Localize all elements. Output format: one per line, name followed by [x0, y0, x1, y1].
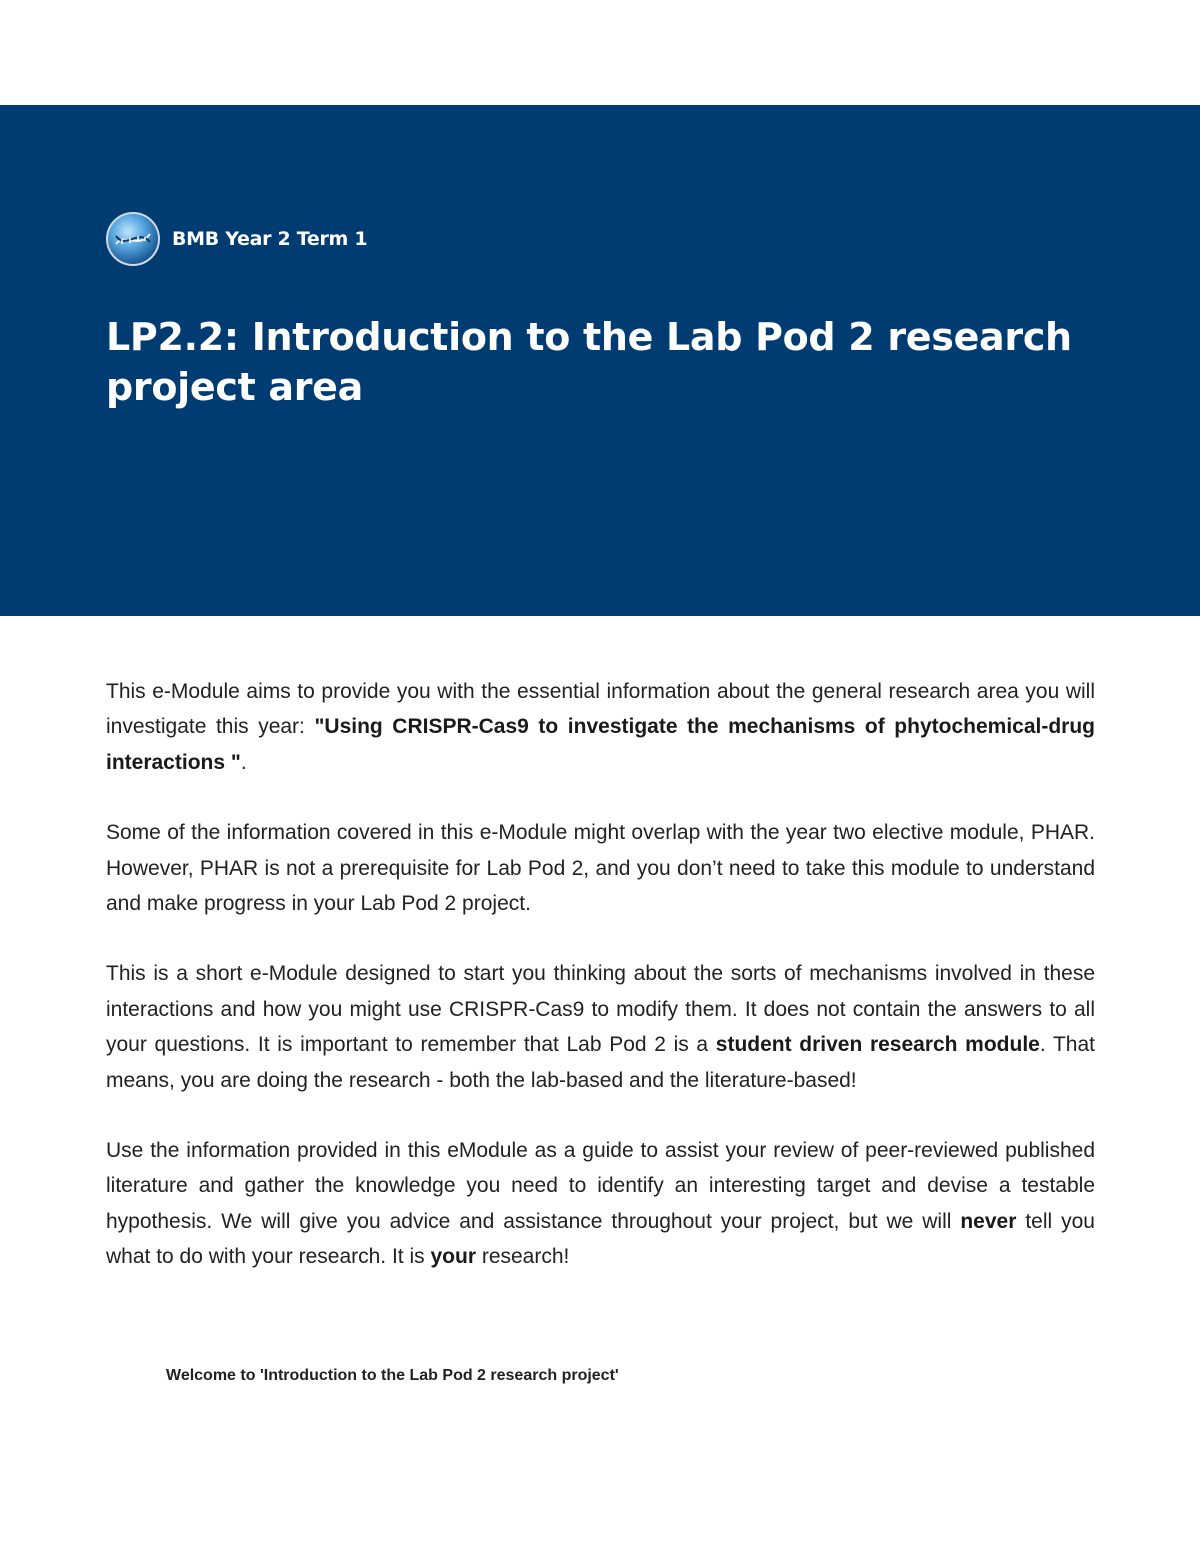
course-label: BMB Year 2 Term 1: [172, 228, 368, 250]
page-title: LP2.2: Introduction to the Lab Pod 2 research project area: [106, 315, 1072, 409]
welcome-caption: Welcome to 'Introduction to the Lab Pod 2 research project': [166, 1367, 619, 1384]
your-emphasis: your: [430, 1245, 476, 1269]
course-badge: [106, 212, 367, 266]
paragraph-guide: Use the information provided in this eModule as a guide to assist your review of peer-reviewed published literature and gather the knowledge you need to identify an interesting target and devise a testable hypothesis. We will give you advice and assistance throughout your project, but we will never tell you what to do with your research. It is your research!: [106, 1139, 1095, 1269]
paragraph-short-module: This is a short e-Module designed to start you thinking about the sorts of mechanisms involved in these interactions and how you might use CRISPR-Cas9 to modify them. It does not contain the answers to all your questions. It is important to remember that Lab Pod 2 is a student driven research module. That means, you are doing the research - both the lab-based and the literature-based!: [106, 962, 1096, 1092]
dna-globe-icon: [106, 212, 160, 266]
never-emphasis: never: [960, 1209, 1017, 1233]
paragraph-overlap: Some of the information covered in this e-Module might overlap with the year two elective module, PHAR. However, PHAR is not a prerequisite for Lab Pod 2, and you don’t need to take this module to understand and make progress in your Lab Pod 2 project.: [106, 821, 1095, 916]
paragraph-aims: This e-Module aims to provide you with the essential information about the general research area you will investigate this year: "Using CRISPR-Cas9 to investigate the mechanisms of phytochemical-drug interactions ".: [106, 680, 1095, 774]
research-topic: "Using CRISPR-Cas9 to investigate the mechanisms of phytochemical-drug interactions ": [106, 715, 1095, 774]
module-intro-text: [106, 674, 1095, 1310]
student-driven-emphasis: student driven research module: [715, 1033, 1040, 1057]
